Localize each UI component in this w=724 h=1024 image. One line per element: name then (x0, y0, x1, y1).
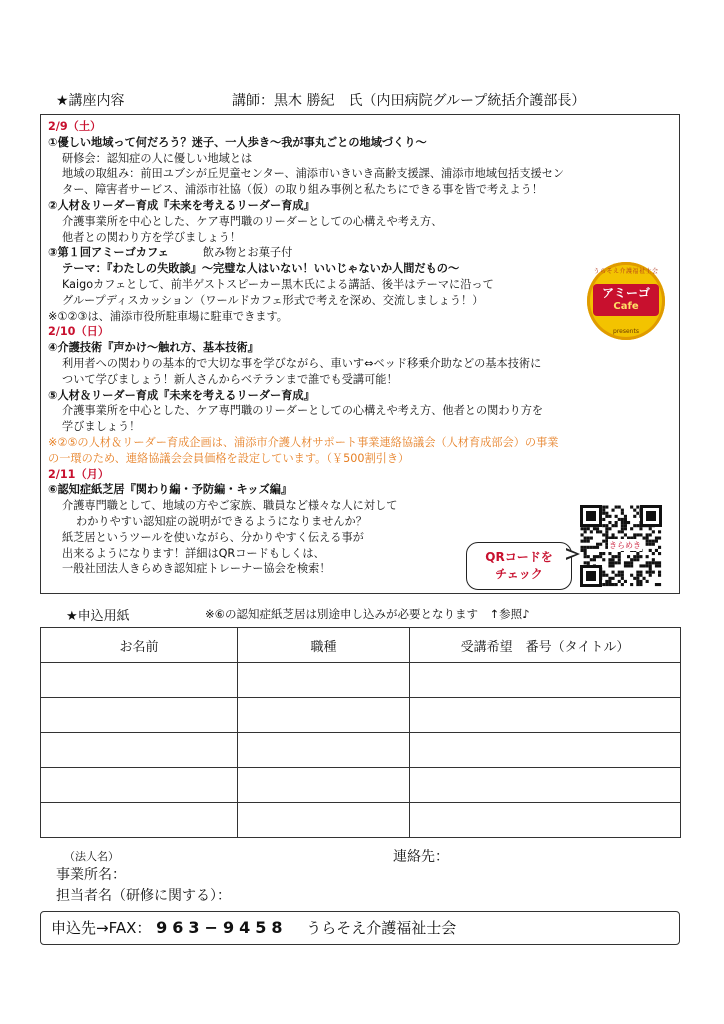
qr-module (618, 530, 621, 533)
qr-module (624, 533, 627, 536)
qr-module (624, 515, 627, 518)
qr-module (624, 521, 627, 524)
qr-module (615, 555, 618, 558)
logo-ring-bottom: presents (613, 328, 639, 335)
qr-module (652, 558, 655, 561)
session-6-title: ⑥認知症紙芝居『関わり編・予防編・キッズ編』 (48, 483, 293, 497)
qr-module (649, 540, 652, 543)
qr-module (615, 506, 618, 509)
qr-module (593, 558, 596, 561)
discount-note: の一環のため、連絡協議会会員価格を設定しています。（￥500割引き） (48, 451, 410, 465)
qr-module (630, 564, 633, 567)
qr-module (612, 558, 615, 561)
qr-module (627, 561, 630, 564)
qr-module (621, 530, 624, 533)
qr-module (581, 540, 584, 543)
qr-module (596, 546, 599, 549)
qr-module (605, 543, 608, 546)
qr-module (602, 512, 605, 515)
qr-module (593, 527, 596, 530)
corp-label: （法人名） (64, 850, 119, 863)
qr-module (605, 527, 608, 530)
qr-module (636, 506, 639, 509)
session-1-title: ①優しい地域って何だろう？迷子、一人歩き～我が事丸ごとの地域づくり～ (48, 135, 427, 149)
parking-note: ※①②③は、浦添市役所駐車場に駐車できます。 (48, 309, 288, 323)
fax-number: 963−9458 (156, 918, 288, 937)
qr-module (646, 543, 649, 546)
qr-module (608, 580, 611, 583)
job-cell[interactable] (238, 698, 410, 733)
qr-module (615, 521, 618, 524)
qr-module (658, 552, 661, 555)
qr-module (618, 558, 621, 561)
qr-module (602, 509, 605, 512)
qr-module (612, 571, 615, 574)
qr-module (636, 533, 639, 536)
qr-module (615, 574, 618, 577)
qr-module (658, 546, 661, 549)
name-cell[interactable] (41, 663, 238, 698)
job-cell[interactable] (238, 768, 410, 803)
qr-module (649, 574, 652, 577)
qr-module (608, 552, 611, 555)
qr-module (652, 561, 655, 564)
qr-module (636, 524, 639, 527)
qr-module (608, 561, 611, 564)
qr-module (624, 564, 627, 567)
table-row (41, 698, 681, 733)
qr-module (639, 555, 642, 558)
qr-module (621, 512, 624, 515)
qr-module (605, 515, 608, 518)
name-cell[interactable] (41, 698, 238, 733)
session-6-line: 介護専門職として、地域の方やご家族、職員など様々な人に対して (62, 499, 398, 513)
qr-module (658, 564, 661, 567)
qr-module (599, 552, 602, 555)
qr-module (587, 527, 590, 530)
col-header-job: 職種 (238, 628, 410, 663)
qr-module (649, 533, 652, 536)
session-4-line: ついて学びましょう！新人さんからベテランまで誰でも受講可能！ (62, 372, 398, 386)
organization-name: うらそえ介護福祉士会 (306, 919, 457, 937)
qr-module (602, 506, 605, 509)
qr-module (643, 577, 646, 580)
qr-module (655, 537, 658, 540)
qr-module (630, 506, 633, 509)
course-cell[interactable] (410, 733, 681, 768)
qr-module (596, 527, 599, 530)
qr-module (646, 564, 649, 567)
qr-module (621, 527, 624, 530)
qr-module (627, 564, 630, 567)
session-1-line: 地域の取組み：前田ユブシが丘児童センター、浦添市いきいき高齢支援課、浦添市地域包括支援セン (62, 167, 565, 181)
qr-module (581, 546, 584, 549)
qr-module (652, 552, 655, 555)
qr-module (630, 583, 633, 586)
logo-badge (593, 284, 659, 316)
application-title: ★申込用紙 (66, 609, 130, 624)
qr-module (602, 524, 605, 527)
qr-code[interactable] (580, 505, 662, 587)
course-cell[interactable] (410, 803, 681, 838)
qr-module (612, 509, 615, 512)
qr-module (599, 530, 602, 533)
callout-tail-inner (565, 550, 576, 558)
qr-module (612, 561, 615, 564)
qr-module (590, 537, 593, 540)
discount-note: ※②⑤の人材＆リーダー育成企画は、浦添市介護人材サポート事業連絡協議会（人材育成部会）の事業 (48, 435, 559, 449)
qr-overlay-text: きらめき (609, 541, 641, 550)
qr-module (584, 552, 587, 555)
qr-module (602, 558, 605, 561)
qr-code-graphic (580, 505, 662, 587)
qr-module (649, 543, 652, 546)
qr-module (643, 537, 646, 540)
qr-module (624, 518, 627, 521)
contact-label: 連絡先： (393, 849, 449, 865)
qr-module (621, 583, 624, 586)
qr-module (587, 546, 590, 549)
qr-module (652, 571, 655, 574)
qr-module (633, 533, 636, 536)
session-5-title: ⑤人材＆リーダー育成『未来を考えるリーダー育成』 (48, 388, 315, 402)
qr-module (633, 509, 636, 512)
session-4-line: 利用者への関わりの基本的で大切な事を学びながら、車いす⇔ベッド移乗介助などの基本技術に (62, 356, 542, 370)
qr-module (605, 530, 608, 533)
qr-module (602, 552, 605, 555)
qr-module (636, 552, 639, 555)
qr-module (646, 580, 649, 583)
qr-module (581, 533, 584, 536)
qr-module (581, 527, 584, 530)
qr-module (605, 512, 608, 515)
qr-module (602, 540, 605, 543)
qr-module (658, 530, 661, 533)
qr-module (639, 580, 642, 583)
qr-module (639, 574, 642, 577)
qr-module (652, 530, 655, 533)
qr-module (624, 561, 627, 564)
qr-module (605, 574, 608, 577)
qr-module (646, 537, 649, 540)
qr-module (636, 580, 639, 583)
qr-module (590, 530, 593, 533)
qr-module (605, 506, 608, 509)
section-title: ★講座内容 (56, 93, 125, 109)
session-6-line: 出来るようになります！詳細はQRコードもしくは、 (62, 546, 325, 560)
qr-module (584, 540, 587, 543)
qr-module (639, 564, 642, 567)
qr-module (630, 527, 633, 530)
qr-module (602, 533, 605, 536)
qr-module (646, 555, 649, 558)
qr-module (605, 540, 608, 543)
qr-module (608, 558, 611, 561)
qr-module (658, 574, 661, 577)
qr-callout-line: QRコードを (485, 550, 553, 564)
qr-module (621, 524, 624, 527)
session-6-line: わかりやすい認知症の説明ができるようになりませんか？ (76, 514, 367, 528)
qr-module (605, 546, 608, 549)
qr-module (590, 558, 593, 561)
amigo-cafe-logo (587, 262, 665, 340)
qr-module (608, 577, 611, 580)
qr-module (658, 571, 661, 574)
qr-module (605, 533, 608, 536)
qr-module (584, 549, 587, 552)
qr-module (593, 546, 596, 549)
qr-module (630, 558, 633, 561)
qr-module (599, 543, 602, 546)
session-3-line: Kaigoカフェとして、前半ゲストスピーカー黒木氏による講話、後半はテーマに沿って (62, 277, 494, 291)
office-label: 事業所名： (56, 867, 126, 883)
qr-module (633, 577, 636, 580)
qr-module (618, 571, 621, 574)
qr-module (621, 521, 624, 524)
qr-module (633, 555, 636, 558)
table-row (41, 663, 681, 698)
qr-module (596, 530, 599, 533)
table-row (41, 803, 681, 838)
course-cell[interactable] (410, 768, 681, 803)
name-cell[interactable] (41, 803, 238, 838)
qr-module (621, 571, 624, 574)
qr-module (646, 533, 649, 536)
qr-module (587, 540, 590, 543)
qr-module (612, 524, 615, 527)
logo-ring-text: うらそえ介護福祉士会 (593, 268, 659, 275)
qr-module (615, 561, 618, 564)
qr-module (636, 558, 639, 561)
qr-module (618, 580, 621, 583)
application-form-table (40, 627, 681, 838)
qr-module (587, 561, 590, 564)
qr-module (584, 561, 587, 564)
qr-module (627, 555, 630, 558)
qr-callout-line: チェック (495, 567, 543, 581)
qr-module (584, 555, 587, 558)
session-3-title: ③第１回アミーゴカフェ (48, 246, 169, 260)
qr-module (649, 561, 652, 564)
col-header-course: 受講希望 番号（タイトル） (410, 628, 681, 663)
qr-module (658, 537, 661, 540)
qr-module (615, 515, 618, 518)
qr-module (655, 583, 658, 586)
qr-module (615, 524, 618, 527)
fax-info-box (40, 911, 680, 945)
job-cell[interactable] (238, 663, 410, 698)
qr-module (621, 577, 624, 580)
qr-module (608, 515, 611, 518)
qr-module (639, 527, 642, 530)
qr-module (612, 577, 615, 580)
qr-module (605, 583, 608, 586)
qr-module (621, 574, 624, 577)
qr-module (646, 540, 649, 543)
qr-module (639, 571, 642, 574)
qr-module (639, 583, 642, 586)
person-label: 担当者名（研修に関する）： (56, 888, 231, 904)
qr-module (618, 518, 621, 521)
qr-module (643, 564, 646, 567)
qr-module (602, 583, 605, 586)
qr-module (636, 512, 639, 515)
qr-module (652, 540, 655, 543)
qr-module (612, 583, 615, 586)
name-cell[interactable] (41, 768, 238, 803)
qr-module (618, 552, 621, 555)
qr-module (633, 524, 636, 527)
course-cell[interactable] (410, 663, 681, 698)
day-label-1: 2/9（土） (48, 120, 102, 133)
qr-module (605, 580, 608, 583)
logo-badge-main: アミーゴ (601, 286, 650, 300)
qr-module (636, 555, 639, 558)
session-2-line: 他者との関わり方を学びましょう！ (62, 230, 242, 244)
qr-module (655, 549, 658, 552)
qr-module (602, 571, 605, 574)
session-3-line: グループディスカッション（ワールドカフェ形式で考えを深め、交流しましょう！） (62, 293, 484, 307)
qr-callout (466, 542, 572, 590)
job-cell[interactable] (238, 733, 410, 768)
qr-module (618, 555, 621, 558)
qr-module (584, 537, 587, 540)
qr-module (605, 524, 608, 527)
qr-module (593, 555, 596, 558)
qr-module (612, 564, 615, 567)
qr-module (587, 555, 590, 558)
session-4-title: ④介護技術『声かけ～触れ方、基本技術』 (48, 341, 259, 355)
qr-module (602, 518, 605, 521)
qr-module (608, 521, 611, 524)
logo-badge-sub: Cafe (613, 301, 639, 312)
qr-module (646, 571, 649, 574)
session-5-line: 学びましょう！ (62, 420, 141, 434)
session-2-line: 介護事業所を中心とした、ケア専門職のリーダーとしての心構えや考え方、 (62, 214, 443, 228)
qr-module (624, 527, 627, 530)
session-3-theme: テーマ：『わたしの失敗談』～完璧な人はいない！いいじゃないか人間だもの～ (62, 262, 460, 276)
qr-module (608, 564, 611, 567)
qr-module (596, 555, 599, 558)
qr-module (630, 561, 633, 564)
qr-module (658, 561, 661, 564)
table-row (41, 768, 681, 803)
qr-module (624, 524, 627, 527)
application-note: ※⑥の認知症紙芝居は別途申し込みが必要となります ↑参照♪ (205, 607, 530, 621)
qr-module (602, 574, 605, 577)
qr-module (658, 583, 661, 586)
name-cell[interactable] (41, 733, 238, 768)
qr-module (649, 564, 652, 567)
qr-module (590, 546, 593, 549)
qr-module (618, 506, 621, 509)
qr-module (612, 555, 615, 558)
qr-module (584, 546, 587, 549)
qr-module (621, 509, 624, 512)
qr-module (605, 537, 608, 540)
qr-module (599, 555, 602, 558)
qr-module (633, 515, 636, 518)
qr-module (655, 540, 658, 543)
qr-module (639, 533, 642, 536)
qr-module (652, 543, 655, 546)
qr-module (636, 574, 639, 577)
qr-module (584, 527, 587, 530)
qr-module (621, 518, 624, 521)
session-1-line: 研修会：認知症の人に優しい地域とは (62, 151, 253, 165)
qr-module (618, 561, 621, 564)
qr-module (630, 574, 633, 577)
qr-module (587, 537, 590, 540)
qr-module (636, 583, 639, 586)
qr-module (649, 571, 652, 574)
qr-module (608, 583, 611, 586)
qr-module (581, 549, 584, 552)
qr-module (584, 530, 587, 533)
qr-module (649, 549, 652, 552)
course-content (48, 119, 608, 577)
day-label-3: 2/11（月） (48, 467, 110, 481)
qr-module (649, 568, 652, 571)
qr-module (618, 574, 621, 577)
session-5-line: 介護事業所を中心とした、ケア専門職のリーダーとしての心構えや考え方、他者との関わり方を (62, 404, 544, 418)
day-label-2: 2/10（日） (48, 325, 110, 339)
qr-module (633, 558, 636, 561)
qr-module (624, 580, 627, 583)
qr-module (636, 577, 639, 580)
col-header-name: お名前 (41, 628, 238, 663)
table-row (41, 733, 681, 768)
course-cell[interactable] (410, 698, 681, 733)
qr-module (655, 564, 658, 567)
session-1-line: ター、障害者サービス、浦添市社協（仮）の取り組み事例と私たちにできる事を皆で考えよう！ (62, 183, 543, 197)
job-cell[interactable] (238, 803, 410, 838)
lecturer-info: 講師：黒木 勝紀 氏（内田病院グループ統括介護部長） (232, 93, 586, 109)
fax-prefix: 申込先→FAX： (51, 919, 152, 937)
qr-module (608, 527, 611, 530)
qr-module (627, 521, 630, 524)
qr-module (636, 571, 639, 574)
qr-module (612, 533, 615, 536)
session-6-line: 一般社団法人きらめき認知症トレーナー協会を検索！ (62, 562, 331, 576)
qr-module (649, 527, 652, 530)
qr-module (646, 561, 649, 564)
session-6-line: 紙芝居というツールを使いながら、分かりやすく伝える事が (62, 530, 364, 544)
session-2-title: ②人材＆リーダー育成『未来を考えるリーダー育成』 (48, 198, 315, 212)
qr-module (596, 543, 599, 546)
session-3-extra: 飲み物とお菓子付 (202, 246, 293, 260)
qr-module (655, 561, 658, 564)
qr-module (615, 583, 618, 586)
